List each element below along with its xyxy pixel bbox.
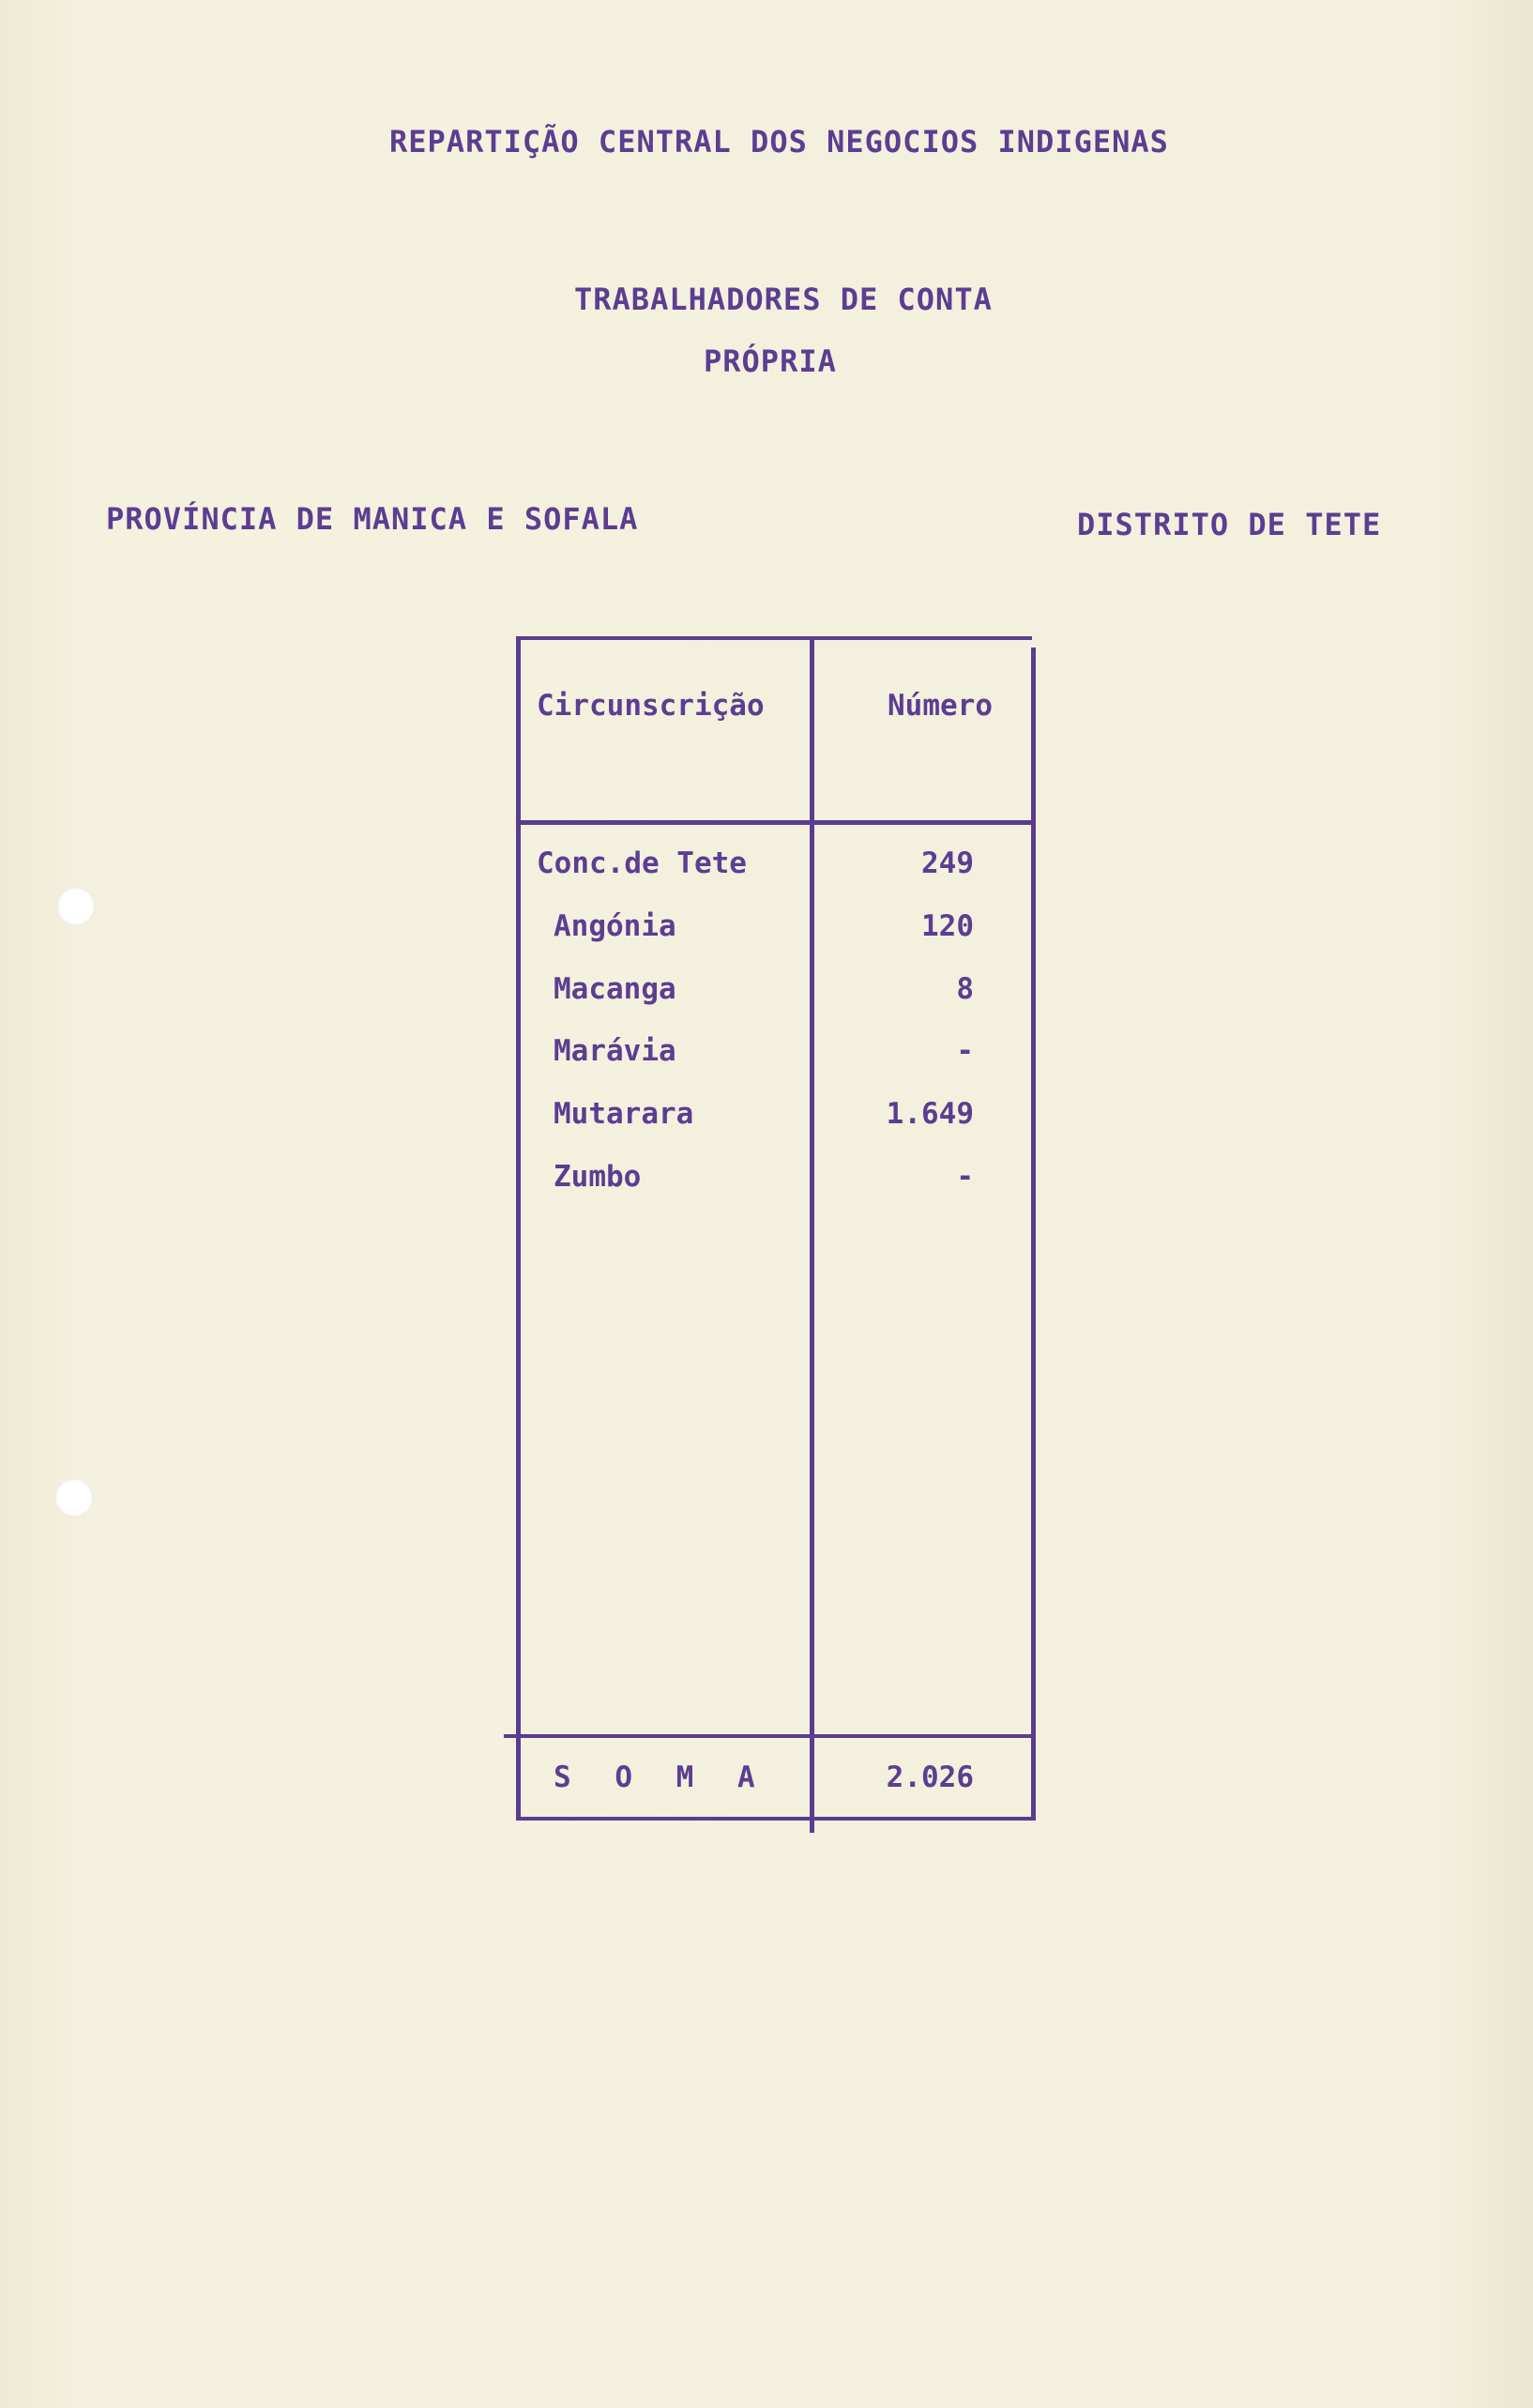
total-label: S O M A <box>554 1760 768 1794</box>
document-title-line2: PRÓPRIA <box>704 343 837 379</box>
total-value: 2.026 <box>886 1760 974 1794</box>
binder-hole-bottom <box>54 1478 94 1517</box>
office-heading: REPARTIÇÃO CENTRAL DOS NEGOCIOS INDIGENAS <box>389 124 1169 160</box>
district-label: DISTRITO DE TETE <box>1077 507 1382 542</box>
table-border-bottom <box>516 1817 1036 1821</box>
table-row-name: Zumbo <box>554 1160 642 1194</box>
table-row-value: 1.649 <box>886 1097 974 1131</box>
table-border-left <box>516 636 521 1821</box>
table-row-name: Marávia <box>554 1034 676 1068</box>
workers-table <box>516 636 1036 1828</box>
table-row-name: Macanga <box>554 972 676 1006</box>
table-row-value: 249 <box>921 846 974 880</box>
table-row-value: - <box>956 1034 974 1068</box>
column-header-circunscricao: Circunscrição <box>537 689 765 723</box>
table-total-divider <box>504 1734 1036 1738</box>
table-row-name: Mutarara <box>554 1097 694 1131</box>
binder-hole-top <box>56 887 96 926</box>
document-title-line1: TRABALHADORES DE CONTA <box>574 282 993 317</box>
table-row-value: 120 <box>921 909 974 943</box>
table-row-value: - <box>956 1160 974 1194</box>
table-column-divider <box>810 636 814 1833</box>
table-row-name: Conc.de Tete <box>537 846 747 880</box>
table-header-divider <box>516 820 1036 825</box>
column-header-numero: Número <box>888 689 993 723</box>
province-label: PROVÍNCIA DE MANICA E SOFALA <box>106 501 639 537</box>
table-row-value: 8 <box>956 972 974 1006</box>
table-border-top <box>516 636 1032 640</box>
table-row-name: Angónia <box>554 909 676 943</box>
